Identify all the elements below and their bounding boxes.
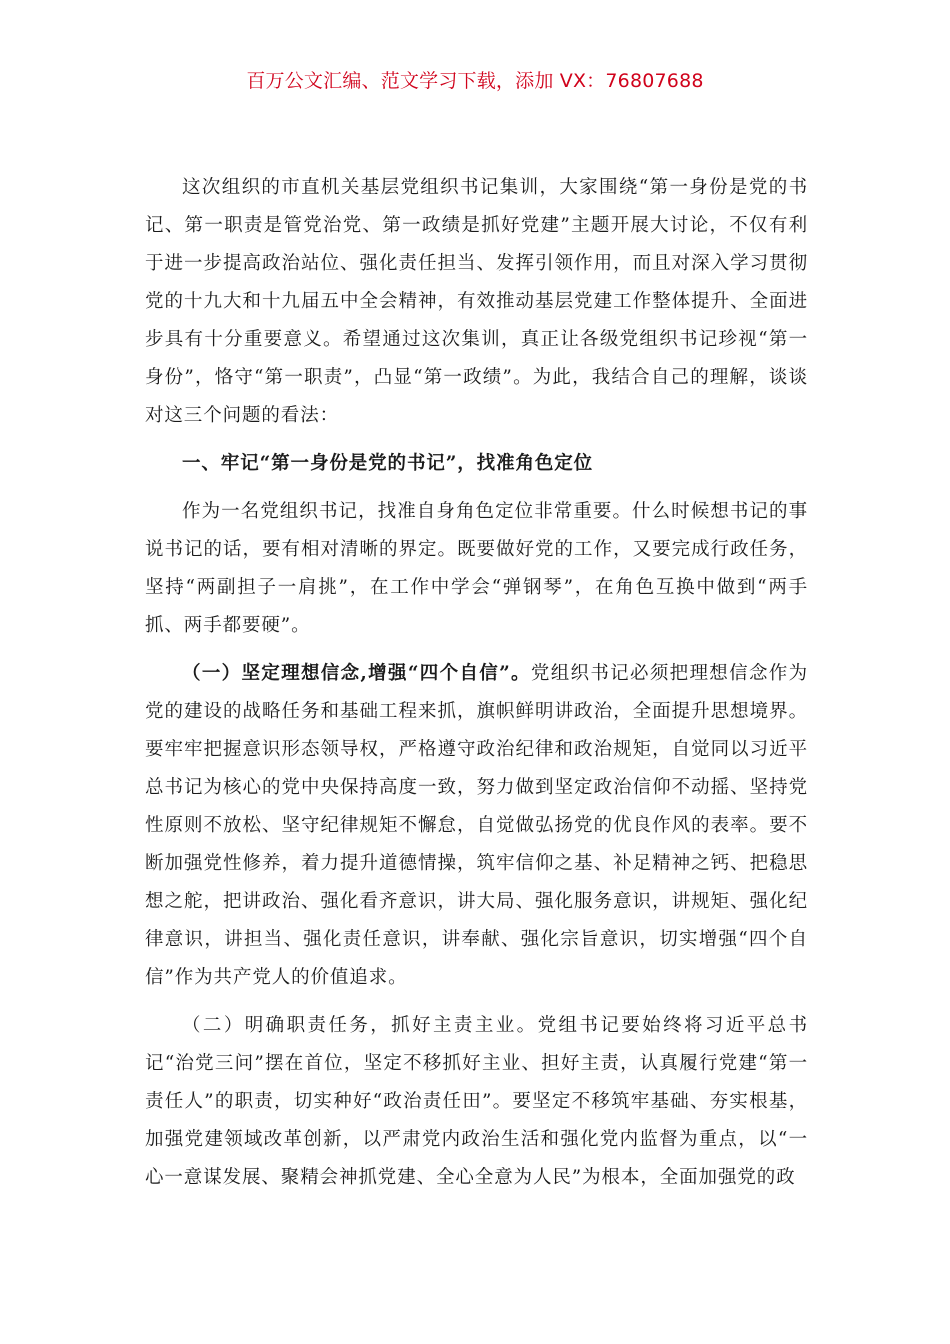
subsection-1-paragraph [145,655,808,997]
section-heading-1: 一、牢记“第一身份是党的书记”，找准角色定位 [182,453,594,474]
intro-paragraph: 这次组织的市直机关基层党组织书记集训，大家围绕“第一身份是党的书记、第一职责是管党治党、第一政绩是抓好党建”主题开展大讨论，不仅有利于进一步提高政治站位、强化责任担当、发挥引领作用，而且对深入学习贯彻党的十九大和十九届五中全会精神，有效推动基层党建工作整体提升、全面进步具有十分重要意义。希望通过这次集训，真正让各级党组织书记珍视“第一身份”，恪守“第一职责”，凸显“第一政绩”。为此，我结合自己的理解，谈谈对这三个问题的看法： [145,177,808,426]
subsection-2-body: 党组书记要始终将习近平总书记“治党三问”摆在首位，坚定不移抓好主业、担好主责，认真履行党建“第一责任人”的职责，切实种好“政治责任田”。要坚定不移筑牢基础、夯实根基，加强党建领域改革创新，以严肃党内政治生活和强化党内监督为重点，以“一心一意谋发展、聚精会神抓党建、全心全意为人民”为根本，全面加强党的政 [145,1015,808,1188]
watermark-header: 百万公文汇编、范文学习下载，添加 VX：76807688 [246,70,704,92]
subsection-1-body: 党组织书记必须把理想信念作为党的建设的战略任务和基础工程来抓，旗帜鲜明讲政治，全面提升思想境界。要牢牢把握意识形态领导权，严格遵守政治纪律和政治规矩，自觉同以习近平总书记为核心的党中央保持高度一致，努力做到坚定政治信仰不动摇、坚持党性原则不放松、坚守纪律规矩不懈怠，自觉做弘扬党的优良作风的表率。要不断加强党性修养，着力提升道德情操，筑牢信仰之基、补足精神之钙、把稳思想之舵，把讲政治、强化看齐意识，讲大局、强化服务意识，讲规矩、强化纪律意识，讲担当、强化责任意识，讲奉献、强化宗旨意识，切实增强“四个自信”作为共产党人的价值追求。 [145,663,809,988]
section-1-paragraph: 作为一名党组织书记，找准自身角色定位非常重要。什么时候想书记的事说书记的话，要有相对清晰的界定。既要做好党的工作，又要完成行政任务，坚持“两副担子一肩挑”，在工作中学会“弹钢琴”，在角色互换中做到“两手抓、两手都要硬”。 [145,501,808,636]
subsection-1-title: （一）坚定理想信念,增强“四个自信”。 [182,663,531,684]
subsection-2-title: （二）明确职责任务，抓好主责主业。 [182,1015,538,1036]
document-body [145,169,808,1197]
subsection-2-paragraph [145,1007,808,1197]
